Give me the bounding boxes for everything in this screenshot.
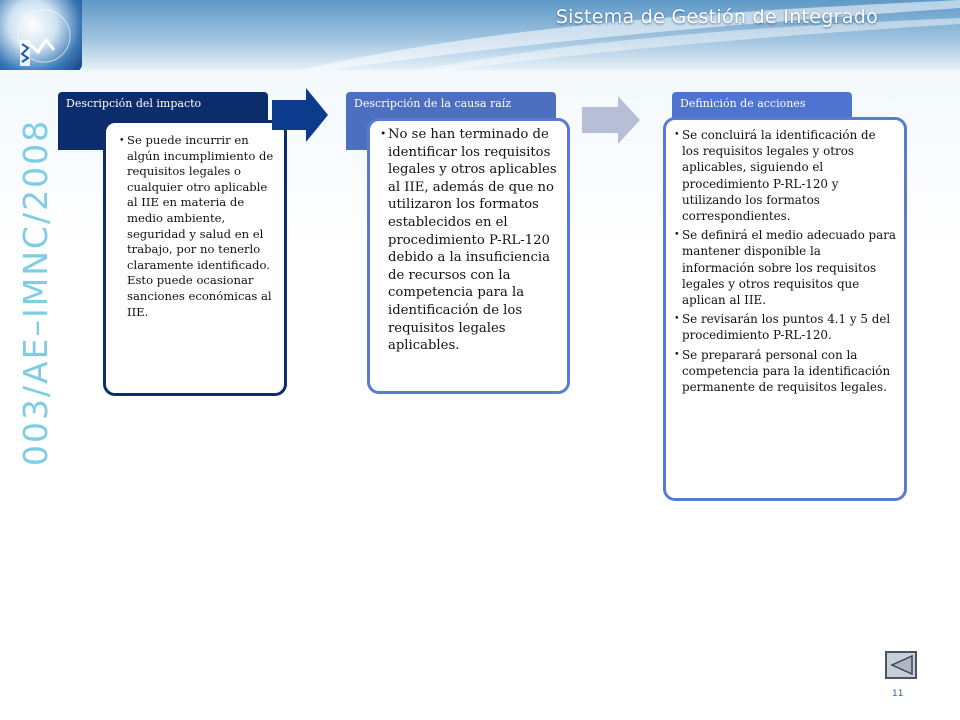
impact-item: • Se puede incurrir en algún incumplimiento de requisitos legales o cualquier otro aplicable al IIE en materia de medio ambiente, seguridad y salud en el trabajo, por no tenerlo claramente identificado. Esto puede ocasionar sanciones económicas al IIE. (119, 133, 274, 320)
action-item: • Se revisarán los puntos 4.1 y 5 del procedimiento P-RL-120. (674, 311, 896, 343)
page-number: 11 (892, 689, 904, 699)
tab-cause-label: Descripción de la causa raíz (354, 97, 512, 110)
tab-impact-label: Descripción del impacto (66, 97, 202, 110)
action-item: • Se preparará personal con la competencia para la identificación permanente de requisitos legales. (674, 347, 896, 396)
actions-card (663, 117, 907, 501)
impact-card (103, 120, 287, 396)
cause-card (367, 118, 570, 394)
cause-item: • No se han terminado de identificar los requisitos legales y otros aplicables al IIE, además de que no utilizaron los formatos establecidos en el procedimiento P-RL-120 debido a la insuficiencia de recursos con la competencia para la identificación de los requisitos legales aplicables. (380, 126, 559, 355)
action-item: • Se definirá el medio adecuado para mantener disponible la información sobre los requisitos legales y otros requisitos que aplican al IIE. (674, 227, 896, 308)
document-code-label: 003/AE–IMNC/2008 (16, 118, 55, 466)
back-button[interactable] (885, 651, 917, 679)
triangle-left-icon (890, 655, 914, 675)
tab-actions-label: Definición de acciones (680, 97, 806, 110)
arrow-right-light-icon (582, 96, 642, 144)
actions-list (674, 127, 896, 395)
arrow-right-icon (272, 88, 330, 142)
cause-list (380, 126, 559, 355)
app-title: Sistema de Gestión de Integrado (555, 6, 878, 28)
action-item: • Se concluirá la identificación de los requisitos legales y otros aplicables, siguiendo el procedimiento P-RL-120 y utilizando los formatos correspondientes. (674, 127, 896, 224)
impact-list (119, 133, 274, 320)
globe-logo-icon (0, 0, 82, 70)
header-banner (0, 0, 960, 70)
